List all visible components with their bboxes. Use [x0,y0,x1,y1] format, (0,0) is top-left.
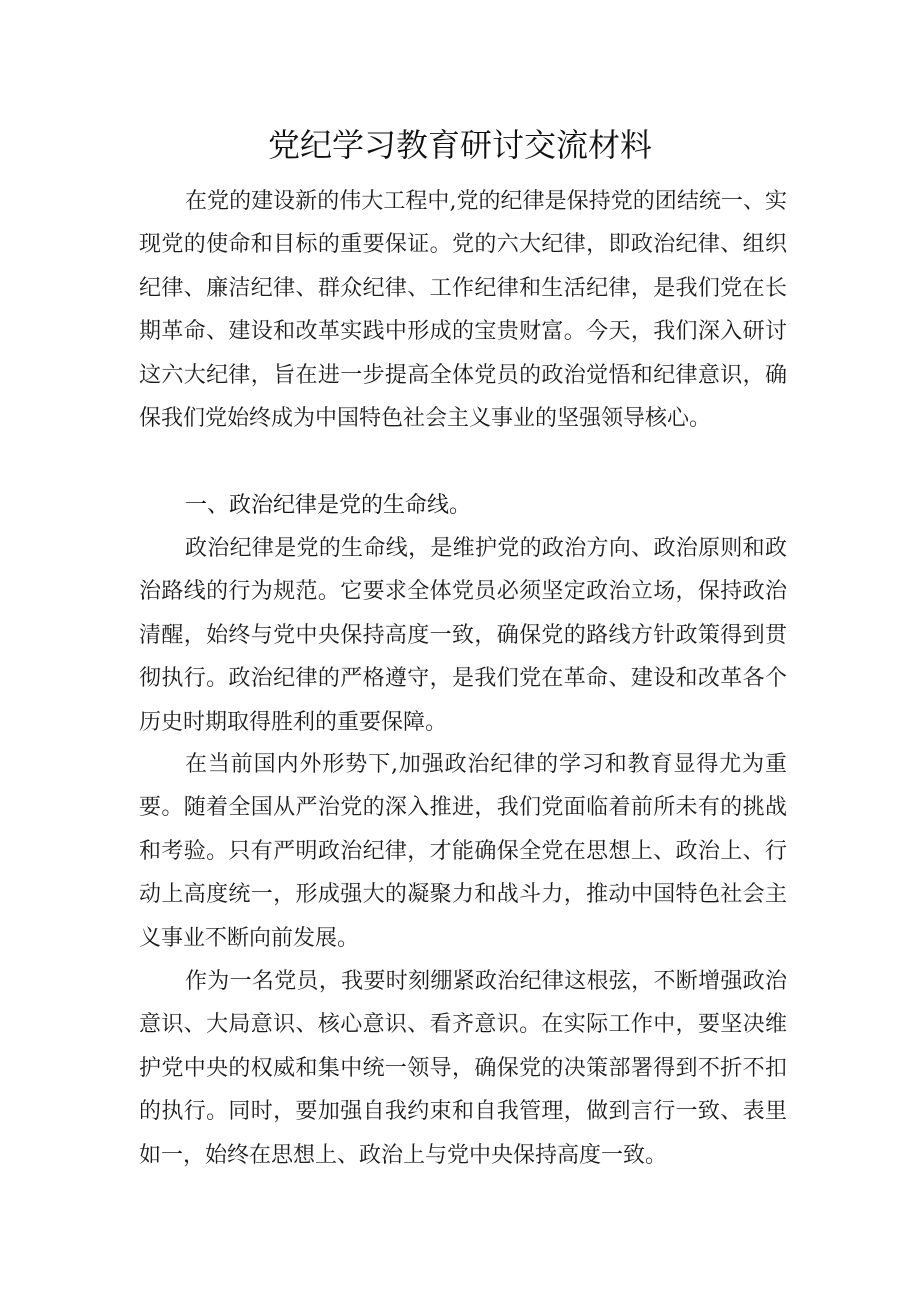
section-paragraph-2: 在当前国内外形势下,加强政治纪律的学习和教育显得尤为重要。随着全国从严治党的深入推进，我们党面临着前所未有的挑战和考验。只有严明政治纪律，才能确保全党在思想上、政治上、行动上高度统一，形成强大的凝聚力和战斗力，推动中国特色社会主义事业不断向前发展。 [139,752,787,951]
document-title: 党纪学习教育研讨交流材料 [267,126,652,164]
section-heading: 一、政治纪律是党的生命线。 [185,493,472,518]
intro-paragraph: 在党的建设新的伟大工程中,党的纪律是保持党的团结统一、实现党的使命和目标的重要保证。党的六大纪律，即政治纪律、组织纪律、廉洁纪律、群众纪律、工作纪律和生活纪律，是我们党在长期革命、建设和改革实践中形成的宝贵财富。今天，我们深入研讨这六大纪律，旨在进一步提高全体党员的政治觉悟和纪律意识，确保我们党始终成为中国特色社会主义事业的坚强领导核心。 [139,189,787,432]
section-paragraph-3: 作为一名党员，我要时刻绷紧政治纪律这根弦，不断增强政治意识、大局意识、核心意识、看齐意识。在实际工作中，要坚决维护党中央的权威和集中统一领导，确保党的决策部署得到不折不扣的执行。同时，要加强自我约束和自我管理，做到言行一致、表里如一，始终在思想上、政治上与党中央保持高度一致。 [139,969,787,1168]
section-paragraph-1: 政治纪律是党的生命线，是维护党的政治方向、政治原则和政治路线的行为规范。它要求全体党员必须坚定政治立场，保持政治清醒，始终与党中央保持高度一致，确保党的路线方针政策得到贯彻执行。政治纪律的严格遵守，是我们党在革命、建设和改革各个历史时期取得胜利的重要保障。 [139,536,787,735]
